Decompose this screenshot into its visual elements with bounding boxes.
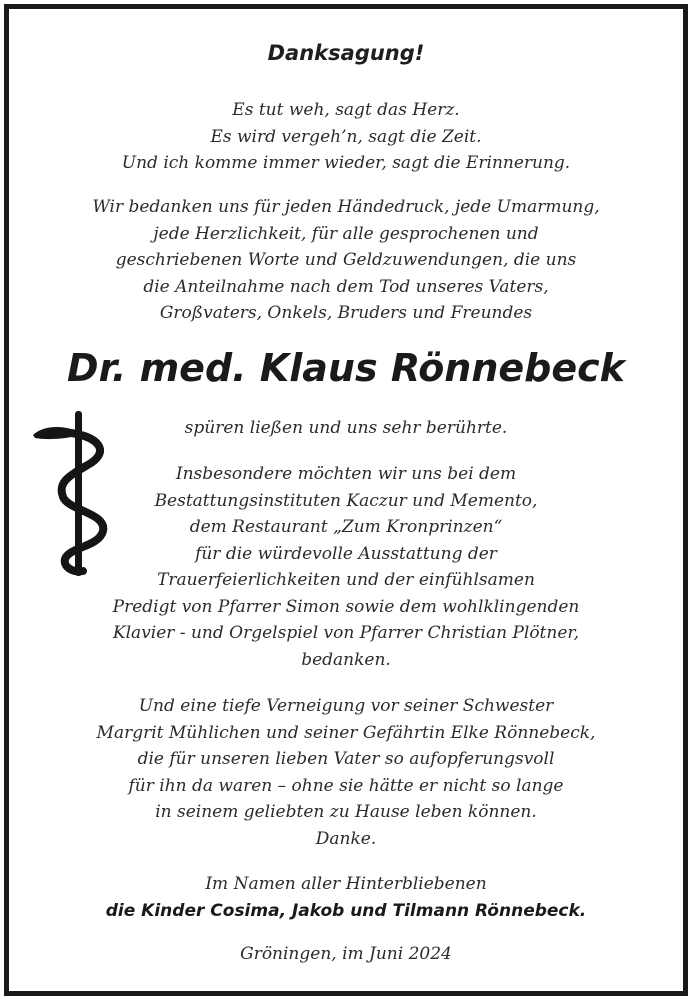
place-date: Gröningen, im Juni 2024 — [240, 944, 452, 964]
sister-line: die für unseren lieben Vater so aufopferungsvoll — [137, 749, 555, 769]
thanks-line: für die würdevolle Ausstattung der — [195, 543, 497, 564]
thanks-line: Bestattungsinstituten Kaczur und Memento, — [154, 490, 538, 511]
sister-line: Und eine tiefe Verneigung vor seiner Schwester — [138, 696, 554, 716]
notice-frame — [4, 4, 688, 996]
intro-line: Wir bedanken uns für jeden Händedruck, jede Umarmung, — [92, 197, 600, 217]
sister-line: Margrit Mühlichen und seiner Gefährtin Elke Rönnebeck, — [96, 722, 596, 743]
signoff-intro: Im Namen aller Hinterbliebenen — [205, 874, 487, 894]
notice-heading: Danksagung! — [267, 41, 425, 65]
verse-line: Und ich komme immer wieder, sagt die Erinnerung. — [121, 153, 571, 173]
notice-content — [9, 9, 683, 991]
sister-block — [9, 693, 683, 852]
intro-line: die Anteilnahme nach dem Tod unseres Vaters, — [143, 276, 549, 297]
thanks-line: Klavier - und Orgelspiel von Pfarrer Christian Plötner, — [112, 623, 580, 643]
verse-line: Es tut weh, sagt das Herz. — [232, 100, 460, 120]
thanks-line: Trauerfeierlichkeiten und der einfühlsamen — [157, 570, 535, 590]
thanks-line: bedanken. — [301, 649, 391, 670]
place-date-block — [9, 941, 683, 968]
intro-line: jede Herzlichkeit, für alle gesprochenen und — [153, 223, 539, 244]
after-name-block — [9, 415, 683, 442]
intro-line: Großvaters, Onkels, Bruders und Freundes — [159, 303, 533, 323]
deceased-name: Dr. med. Klaus Rönnebeck — [67, 346, 625, 390]
intro-line: geschriebenen Worte und Geldzuwendungen, die uns — [115, 250, 577, 270]
signoff-block — [9, 871, 683, 924]
sister-line: für ihn da waren – ohne sie hätte er nicht so lange — [128, 775, 564, 796]
verse-line: Es wird vergeh’n, sagt die Zeit. — [210, 126, 482, 147]
thanks-line: dem Restaurant „Zum Kronprinzen“ — [189, 517, 503, 537]
thanks-line: Predigt von Pfarrer Simon sowie dem wohlklingenden — [112, 596, 580, 617]
verse-block — [9, 97, 683, 177]
after-name-line: spüren ließen und uns sehr berührte. — [184, 418, 508, 438]
intro-block — [9, 194, 683, 327]
thanks-block — [9, 461, 683, 673]
thanks-line: Insbesondere möchten wir uns bei dem — [175, 464, 517, 484]
signoff-names: die Kinder Cosima, Jakob und Tilmann Rönnebeck. — [105, 900, 587, 921]
sister-line: Danke. — [315, 828, 377, 849]
sister-line: in seinem geliebten zu Hause leben können. — [155, 802, 537, 822]
